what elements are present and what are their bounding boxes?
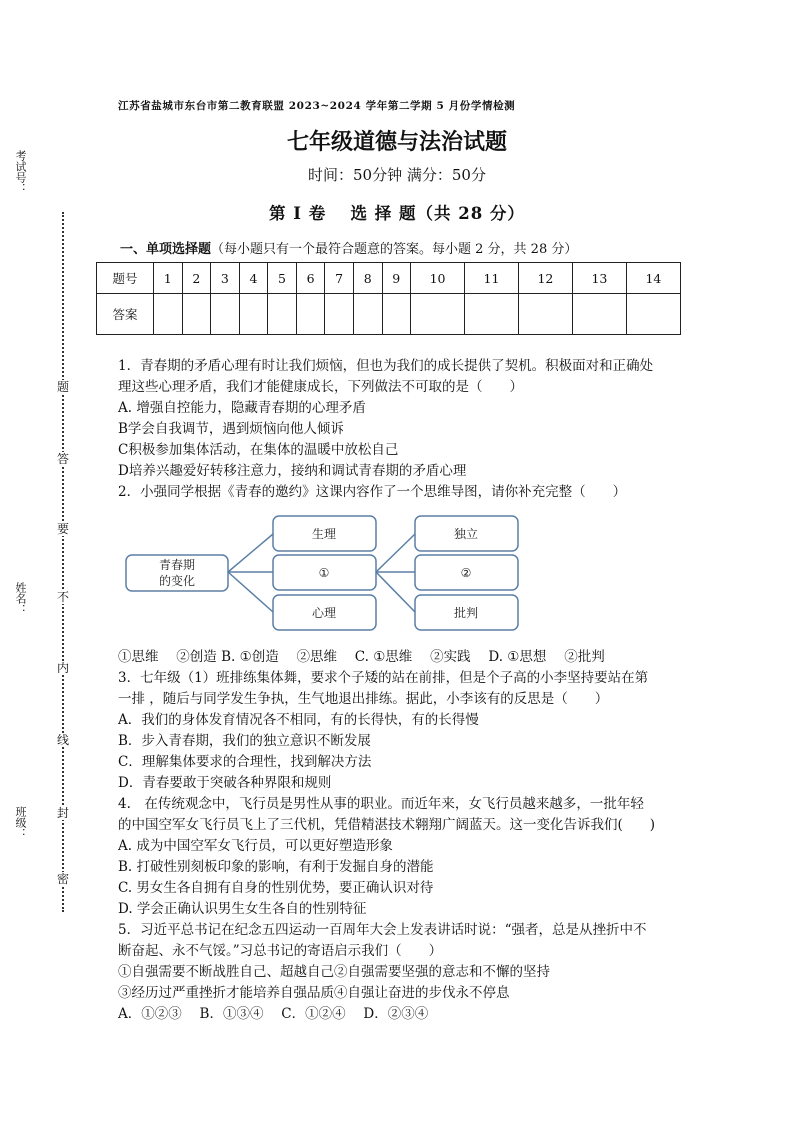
q3-option-d: D．青春要敢于突破各种界限和规则: [118, 775, 332, 791]
answer-cell[interactable]: [626, 294, 680, 335]
q3-option-a: A．我们的身体发育情况各不相同，有的长得快，有的长得慢: [118, 712, 479, 728]
answer-table: [96, 262, 681, 335]
exam-info: 时间：50分钟 满分：50分: [308, 166, 486, 184]
node-blank-1-label: ①: [318, 566, 330, 580]
node-critical-label: 批判: [453, 606, 479, 620]
mindmap-diagram: [118, 508, 528, 638]
node-psychology-label: 心理: [311, 606, 337, 620]
center-node-line2: 的变化: [158, 574, 196, 588]
q1-stem: 理这些心理矛盾，我们才能健康成长，下列做法不可取的是（ ）: [118, 379, 523, 395]
seal-char: 线: [56, 733, 69, 747]
seal-char: 不: [56, 590, 69, 604]
question-number-cell: 10: [411, 263, 465, 294]
q5-statement: ①自强需要不断战胜自己、超越自己②自强需要坚强的意志和不懈的坚持: [118, 964, 550, 980]
answer-cell[interactable]: [572, 294, 626, 335]
question-number-cell: 2: [182, 263, 211, 294]
question-number-cell: 14: [626, 263, 680, 294]
q4-option-c: C. 男女生各自拥有自身的性别优势，要正确认识对待: [118, 880, 434, 896]
answer-cell[interactable]: [325, 294, 354, 335]
answer-cell[interactable]: [518, 294, 572, 335]
question-number-cell: 1: [154, 263, 183, 294]
answer-cell[interactable]: [465, 294, 519, 335]
page-title: 七年级道德与法治试题: [286, 129, 507, 155]
q3-stem: 3．七年级（1）班排练集体舞，要求个子矮的站在前排，但是个子高的小李坚持要站在第: [118, 670, 649, 686]
answer-cell[interactable]: [239, 294, 268, 335]
q3-stem: 一排 ，随后与同学发生争执，生气地退出排练。据此，小李该有的反思是（ ）: [118, 691, 609, 707]
q1-option-b: B学会自我调节，遇到烦恼向他人倾诉: [118, 421, 344, 437]
seal-char: 要: [56, 522, 69, 536]
center-node-line1: 青春期: [158, 558, 196, 572]
answer-cell[interactable]: [268, 294, 297, 335]
question-number-cell: 4: [239, 263, 268, 294]
section-heading: [120, 238, 577, 257]
q1-option-a: A. 增强自控能力，隐藏青春期的心理矛盾: [118, 400, 366, 416]
q4-stem: 4. 在传统观念中，飞行员是男性从事的职业。而近年来，女飞行员越来越多，一批年轻: [118, 796, 644, 812]
answer-cell[interactable]: [211, 294, 240, 335]
q3-option-c: C．理解集体要求的合理性，找到解决方法: [118, 754, 372, 770]
row-header: 答案: [97, 294, 154, 335]
q5-stem: 5．习近平总书记在纪念五四运动一百周年大会上发表讲话时说：“强者，总是从挫折中不: [118, 922, 647, 938]
part-title: 第 I 卷 选 择 题（共 28 分）: [269, 204, 525, 223]
question-number-cell: 6: [296, 263, 325, 294]
q1-option-c: C积极参加集体活动，在集体的温暖中放松自己: [118, 442, 399, 458]
section-label: 一、单项选择题: [120, 242, 212, 257]
q5-options: A．①②③ B．①③④ C．①②④ D．②③④: [118, 1006, 429, 1022]
q1-stem: 1．青春期的矛盾心理有时让我们烦恼，但也为我们的成长提供了契机。积极面对和正确处: [118, 358, 654, 374]
question-number-cell: 7: [325, 263, 354, 294]
question-number-cell: 8: [353, 263, 382, 294]
seal-char: 封: [56, 806, 69, 820]
q4-option-d: D. 学会正确认识男生女生各自的性别特征: [118, 901, 367, 917]
question-number-cell: 3: [211, 263, 240, 294]
answer-cell[interactable]: [411, 294, 465, 335]
question-number-cell: 5: [268, 263, 297, 294]
answer-cell[interactable]: [382, 294, 411, 335]
node-independence-label: 独立: [453, 527, 479, 541]
q5-statement: ③经历过严重挫折才能培养自强品质④自强让奋进的步伐永不停息: [118, 985, 510, 1001]
class-label: 班级：: [14, 806, 27, 839]
school-line: 江苏省盐城市东台市第二教育联盟 2023~2024 学年第二学期 5 月份学情检测: [118, 100, 516, 112]
seal-char: 密: [56, 872, 69, 886]
section-note: （每小题只有一个最符合题意的答案。每小题 2 分，共 28 分）: [211, 242, 578, 257]
question-number-cell: 12: [518, 263, 572, 294]
q4-option-a: A. 成为中国空军女飞行员，可以更好塑造形象: [118, 838, 393, 854]
answer-cell[interactable]: [182, 294, 211, 335]
q3-option-b: B．步入青春期，我们的独立意识不断发展: [118, 733, 371, 749]
q1-option-d: D培养兴趣爱好转移注意力，接纳和调试青春期的矛盾心理: [118, 463, 467, 479]
q4-option-b: B. 打破性别刻板印象的影响，有利于发掘自身的潜能: [118, 859, 434, 875]
question-number-cell: 13: [572, 263, 626, 294]
answer-cell[interactable]: [353, 294, 382, 335]
table-row: [97, 294, 681, 335]
name-label: 姓名：: [14, 582, 27, 615]
answer-cell[interactable]: [296, 294, 325, 335]
node-blank-2-label: ②: [460, 566, 472, 580]
q2-stem: 2．小强同学根据《青春的邀约》这课内容作了一个思维导图，请你补充完整（ ）: [118, 484, 627, 500]
question-number-cell: 11: [465, 263, 519, 294]
seal-char: 答: [56, 452, 69, 466]
answer-cell[interactable]: [154, 294, 183, 335]
seal-char: 题: [56, 380, 69, 394]
node-physiology-label: 生理: [311, 527, 337, 541]
q5-stem: 断奋起、永不气馁。”习总书记的寄语启示我们（ ）: [118, 943, 443, 959]
question-number-cell: 9: [382, 263, 411, 294]
exam-number-label: 考试号：: [14, 150, 27, 194]
row-header: 题号: [97, 263, 154, 294]
seal-char: 内: [56, 661, 69, 675]
question-list: [118, 356, 688, 1025]
table-row: [97, 263, 681, 294]
q4-stem: 的中国空军女飞行员飞上了三代机，凭借精湛技术翱翔广阔蓝天。这一变化告诉我们( ): [118, 817, 656, 833]
q2-options: ①思维 ②创造 B. ①创造 ②思维 C. ①思维 ②实践 D. ①思想 ②批判: [118, 649, 605, 665]
